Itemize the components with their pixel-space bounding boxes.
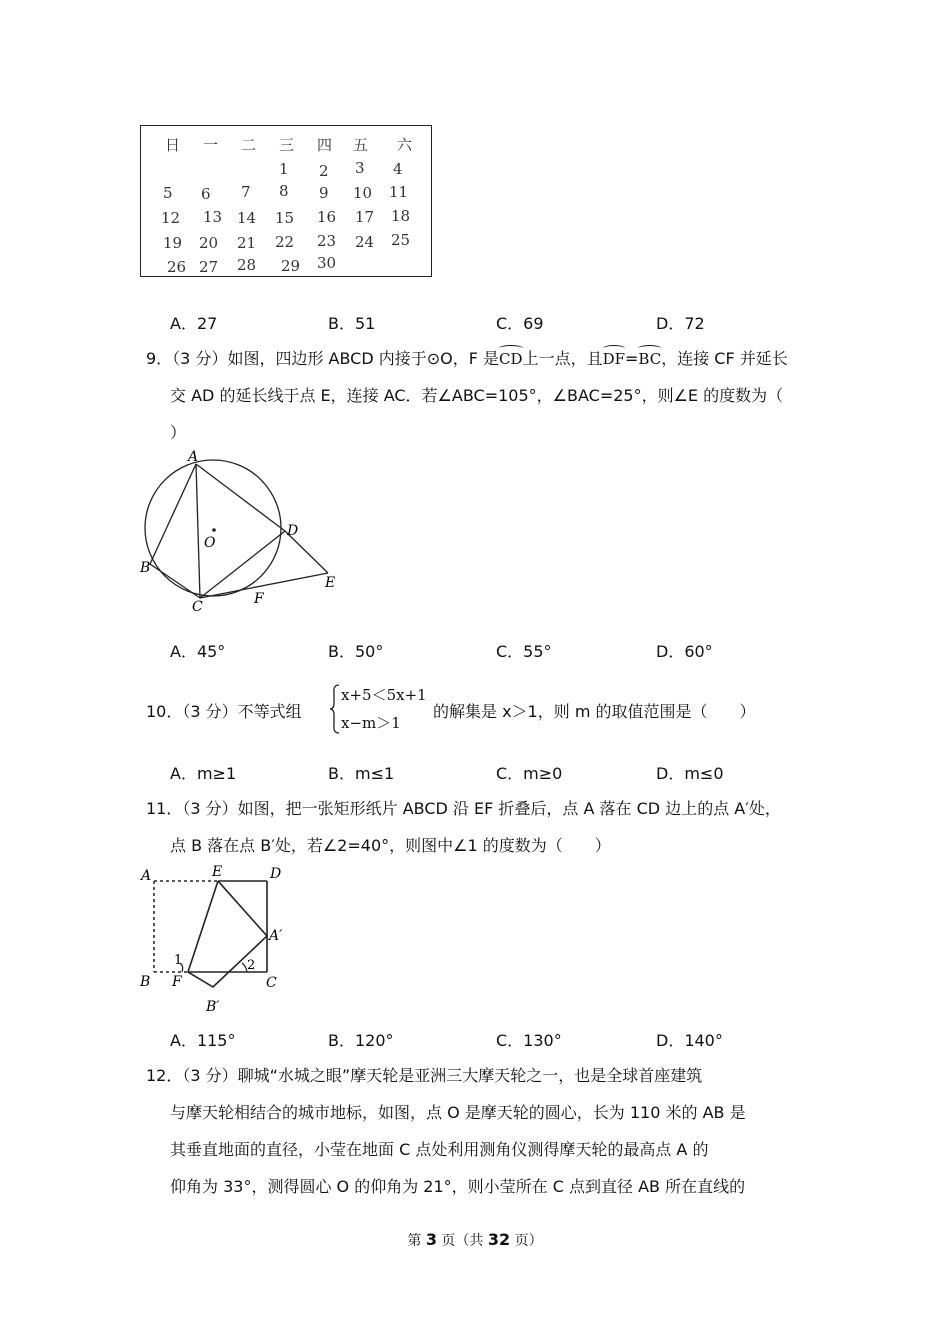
- calendar-cell: 20: [199, 234, 219, 252]
- calendar-cell: 12: [161, 209, 181, 227]
- label-b-prime: B′: [206, 999, 220, 1015]
- label-e: E: [325, 575, 336, 591]
- calendar-cell: 15: [275, 209, 295, 227]
- q11-fold-figure: [130, 860, 300, 1020]
- q12-line-3: 其垂直地面的直径，小莹在地面 C 点处利用测角仪测得摩天轮的最高点 A 的: [170, 1140, 709, 1159]
- q12-line-1: 12．（3 分）聊城“水城之眼”摩天轮是亚洲三大摩天轮之一，也是全球首座建筑: [146, 1066, 703, 1085]
- segment-ac: [196, 464, 200, 598]
- calendar-cell: 23: [317, 232, 337, 250]
- calendar-header: 日: [165, 136, 181, 154]
- q8-option-a[interactable]: A．27: [170, 314, 218, 333]
- center-point: [212, 528, 216, 532]
- label-c: C: [266, 975, 277, 991]
- calendar-cell: 26: [167, 258, 187, 276]
- calendar-cell: 21: [237, 234, 257, 252]
- label-d: D: [270, 866, 282, 882]
- label-d: D: [287, 523, 299, 539]
- calendar-cell: 8: [279, 182, 289, 200]
- label-a: A: [188, 449, 199, 465]
- calendar-cell: 19: [163, 234, 183, 252]
- q8-option-d[interactable]: D．72: [656, 314, 705, 333]
- calendar-cell: 29: [281, 257, 301, 275]
- q9-line-2: 交 AD 的延长线于点 E，连接 AC．若∠ABC=105°，∠BAC=25°，则∠E 的度数为（: [170, 386, 784, 405]
- calendar-cell: 4: [393, 160, 403, 178]
- page-number: 3: [425, 1230, 437, 1249]
- label-c: C: [192, 599, 203, 615]
- q9-line-3: ）: [170, 423, 187, 442]
- calendar-header: 五: [353, 136, 369, 154]
- circle-o: [145, 460, 281, 596]
- label-e: E: [212, 864, 223, 880]
- calendar-cell: 14: [237, 209, 257, 227]
- q9-option-b[interactable]: B．50°: [328, 642, 384, 661]
- calendar-cell: 10: [353, 184, 373, 202]
- label-b: B: [140, 560, 151, 576]
- page-total: 32: [487, 1230, 511, 1249]
- label-a-prime: A′: [269, 928, 283, 944]
- calendar-table: [140, 125, 432, 277]
- q9-option-c[interactable]: C．55°: [496, 642, 552, 661]
- calendar-cell: 1: [279, 160, 289, 178]
- q9-option-d[interactable]: D．60°: [656, 642, 713, 661]
- q8-option-c[interactable]: C．69: [496, 314, 544, 333]
- q11-option-d[interactable]: D．140°: [656, 1031, 723, 1050]
- q10-option-b[interactable]: B．m≤1: [328, 764, 395, 783]
- calendar-header: 一: [203, 136, 219, 154]
- calendar-cell: 7: [241, 183, 251, 201]
- q9-line-1: 9．（3 分）如图，四边形 ABCD 内接于⊙O，F 是CD上一点，且DF=BC，连接 CF 并延长: [146, 349, 788, 368]
- arc-df: DF: [602, 350, 626, 368]
- q11-option-b[interactable]: B．120°: [328, 1031, 394, 1050]
- q9-option-a[interactable]: A．45°: [170, 642, 226, 661]
- calendar-cell: 2: [319, 162, 329, 180]
- calendar-header: 四: [317, 136, 333, 154]
- q9-circle-figure: [130, 445, 350, 615]
- q12-line-4: 仰角为 33°，测得圆心 O 的仰角为 21°，则小莹所在 C 点到直径 AB 所在直线的: [170, 1177, 746, 1196]
- calendar-cell: 18: [391, 207, 411, 225]
- calendar-cell: 25: [391, 231, 411, 249]
- calendar-cell: 5: [163, 184, 173, 202]
- calendar-cell: 27: [199, 258, 219, 276]
- label-f: F: [254, 591, 264, 607]
- segment-ce: [200, 573, 328, 598]
- q11-line-2: 点 B 落在点 B′处，若∠2=40°，则图中∠1 的度数为（ ）: [170, 836, 611, 855]
- label-angle-2: 2: [247, 958, 256, 973]
- label-o: O: [204, 535, 216, 551]
- q11-option-a[interactable]: A．115°: [170, 1031, 236, 1050]
- calendar-cell: 17: [355, 208, 375, 226]
- q11-line-1: 11．（3 分）如图，把一张矩形纸片 ABCD 沿 EF 折叠后，点 A 落在 CD 边上的点 A′处，: [146, 799, 781, 818]
- calendar-cell: 3: [355, 159, 365, 177]
- label-a: A: [141, 868, 152, 884]
- label-angle-1: 1: [174, 953, 183, 968]
- q8-option-b[interactable]: B．51: [328, 314, 376, 333]
- calendar-cell: 9: [319, 184, 329, 202]
- calendar-cell: 22: [275, 233, 295, 251]
- q10-option-d[interactable]: D．m≤0: [656, 764, 724, 783]
- q10-prefix: 10．（3 分）不等式组: [146, 702, 302, 721]
- q10-option-a[interactable]: A．m≥1: [170, 764, 237, 783]
- brace-icon: [329, 683, 341, 735]
- q10-suffix: 的解集是 x＞1，则 m 的取值范围是（ ）: [433, 702, 756, 721]
- q11-option-c[interactable]: C．130°: [496, 1031, 562, 1050]
- arc-bc: BC: [638, 350, 662, 368]
- arc-cd: CD: [499, 350, 523, 368]
- calendar-header: 二: [241, 136, 257, 154]
- q10-inequality-2: x−m＞1: [341, 714, 401, 732]
- q10-option-c[interactable]: C．m≥0: [496, 764, 563, 783]
- calendar-cell: 13: [203, 208, 223, 226]
- q12-line-2: 与摩天轮相结合的城市地标，如图，点 O 是摩天轮的圆心，长为 110 米的 AB 是: [170, 1103, 746, 1122]
- page-footer: 第 3 页（共 32 页）: [407, 1230, 543, 1249]
- label-f: F: [172, 974, 182, 990]
- calendar-cell: 11: [389, 183, 409, 201]
- calendar-header: 三: [279, 136, 295, 154]
- calendar-cell: 30: [317, 254, 337, 272]
- calendar-cell: 16: [317, 208, 337, 226]
- label-b: B: [140, 974, 151, 990]
- calendar-header: 六: [397, 136, 413, 154]
- calendar-cell: 28: [237, 256, 257, 274]
- q10-inequality-1: x+5＜5x+1: [341, 686, 427, 704]
- calendar-cell: 24: [355, 233, 375, 251]
- calendar-cell: 6: [201, 185, 211, 203]
